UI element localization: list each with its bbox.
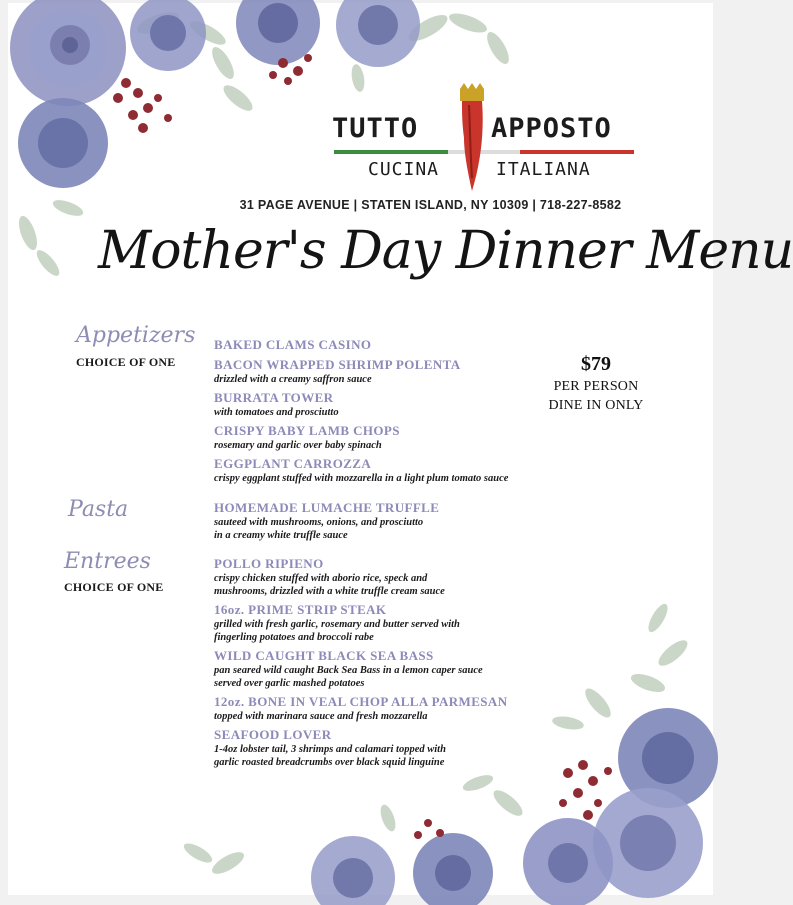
- logo-sub-right: ITALIANA: [496, 159, 591, 180]
- section-note-appetizers: CHOICE OF ONE: [76, 355, 176, 369]
- restaurant-address: 31 PAGE AVENUE | STATEN ISLAND, NY 10309 | 718-227-8582: [239, 198, 622, 212]
- menu-item-name: SEAFOOD LOVER: [214, 727, 332, 742]
- menu-item-description: rosemary and garlic over baby spinach: [214, 440, 382, 451]
- menu-item-description: with tomatoes and prosciutto: [214, 407, 339, 418]
- menu-item-description: crispy eggplant stuffed with mozzarella in a light plum tomato sauce: [214, 473, 509, 484]
- chili-pepper-icon: [452, 83, 492, 193]
- price-amount: $79: [581, 353, 611, 375]
- menu-item: [214, 356, 634, 386]
- menu-item-description: crispy chicken stuffed with aborio rice, speck and mushrooms, drizzled with a white truffle cream sauce: [214, 573, 445, 597]
- page-title: Mother's Day Dinner Menu: [98, 221, 793, 281]
- menu-item-description: 1-4oz lobster tail, 3 shrimps and calamari topped with garlic roasted breadcrumbs over black squid linguine: [214, 744, 446, 768]
- section-label-appetizers: Appetizers: [76, 323, 196, 348]
- menu-item: [214, 336, 634, 353]
- menu-item-description: pan seared wild caught Back Sea Bass in a lemon caper sauce served over garlic mashed potatoes: [214, 665, 483, 689]
- price-per-person: PER PERSON: [553, 379, 639, 394]
- menu-item-name: BAKED CLAMS CASINO: [214, 337, 372, 352]
- menu-page: [8, 3, 793, 895]
- menu-item-name: CRISPY BABY LAMB CHOPS: [214, 423, 400, 438]
- menu-item: [214, 499, 634, 542]
- menu-item: [214, 555, 634, 598]
- menu-item-description: sauteed with mushrooms, onions, and prosciutto in a creamy white truffle sauce: [214, 517, 424, 541]
- menu-item-name: POLLO RIPIENO: [214, 556, 324, 571]
- menu-item: [214, 647, 634, 690]
- menu-item: [214, 422, 634, 452]
- menu-item-description: grilled with fresh garlic, rosemary and butter served with fingerling potatoes and broccoli rabe: [214, 619, 460, 643]
- menu-item: [214, 693, 634, 723]
- logo-name-left: TUTTO: [332, 113, 419, 144]
- menu-item: [214, 601, 634, 644]
- menu-item-name: EGGPLANT CARROZZA: [214, 456, 372, 471]
- logo-name-right: APPOSTO: [491, 113, 612, 144]
- menu-item: [214, 389, 634, 419]
- price-dine-in: DINE IN ONLY: [548, 398, 644, 413]
- section-label-pasta: Pasta: [68, 497, 129, 522]
- menu-item-name: WILD CAUGHT BLACK SEA BASS: [214, 648, 434, 663]
- menu-item: [214, 455, 634, 485]
- entree-list: [214, 555, 634, 769]
- appetizer-list: [214, 336, 634, 485]
- logo-sub-left: CUCINA: [368, 159, 440, 180]
- restaurant-logo: [326, 83, 636, 193]
- menu-item-name: HOMEMADE LUMACHE TRUFFLE: [214, 500, 440, 515]
- section-label-entrees: Entrees: [64, 549, 151, 574]
- pasta-list: [214, 499, 634, 542]
- menu-item: [214, 726, 634, 769]
- menu-item-description: drizzled with a creamy saffron sauce: [214, 374, 372, 385]
- section-note-entrees: CHOICE OF ONE: [64, 580, 164, 594]
- menu-item-name: 12oz. BONE IN VEAL CHOP ALLA PARMESAN: [214, 694, 508, 709]
- menu-item-name: 16oz. PRIME STRIP STEAK: [214, 602, 387, 617]
- menu-item-name: BURRATA TOWER: [214, 390, 334, 405]
- menu-item-name: BACON WRAPPED SHRIMP POLENTA: [214, 357, 461, 372]
- menu-item-description: topped with marinara sauce and fresh mozzarella: [214, 711, 428, 722]
